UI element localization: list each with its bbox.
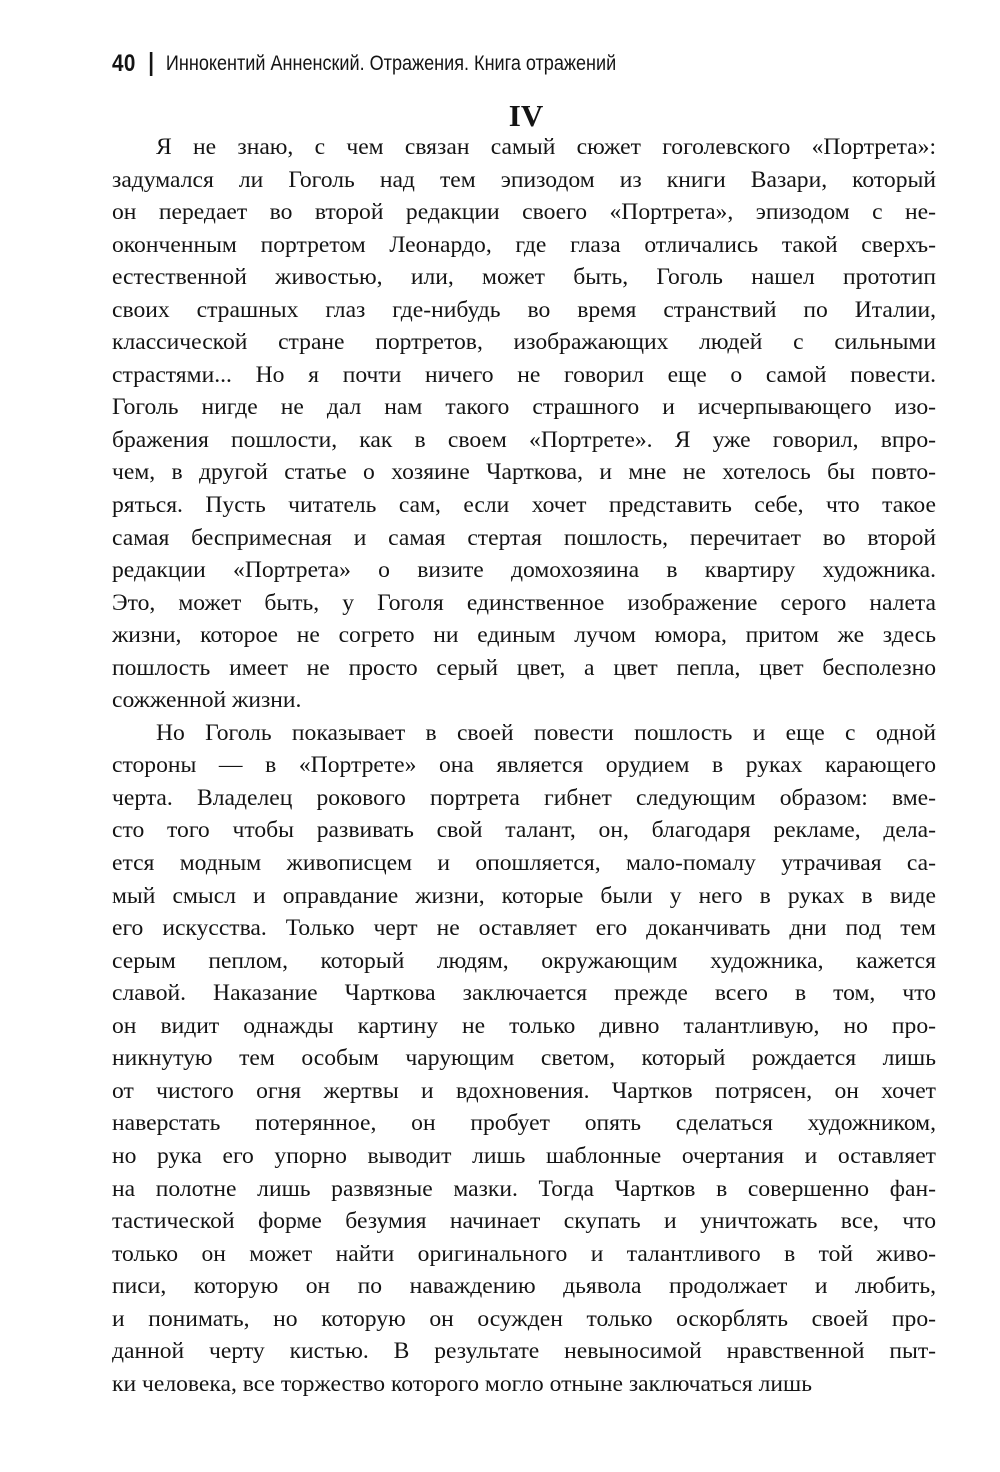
text-line: он передает во второй редакции своего «Портрета», эпизодом с не- [112, 199, 936, 226]
text-line: наверстать потерянное, он пробует опять сделаться художником, [112, 1110, 936, 1137]
chapter-heading: IV [508, 98, 544, 133]
text-line: классической стране портретов, изображающих людей с сильными [112, 329, 936, 356]
running-header [112, 48, 616, 80]
text-line: задумался ли Гоголь над тем эпизодом из книги Вазари, который [112, 166, 936, 193]
text-line: черта. Владелец рокового портрета гибнет следующим образом: вме- [112, 784, 936, 811]
text-line: и понимать, но которую он осужден только оскорблять своей про- [112, 1305, 936, 1332]
text-line: только он может найти оригинального и талантливого в той живо- [112, 1240, 936, 1267]
running-title: Иннокентий Анненский. Отражения. Книга отражений [165, 52, 617, 75]
text-line: своих страшных глаз где-нибудь во время странствий по Италии, [112, 296, 936, 323]
text-line: славой. Наказание Чарткова заключается прежде всего в том, что [112, 980, 936, 1007]
text-line: сто того чтобы развивать свой талант, он, благодаря рекламе, дела- [112, 817, 936, 844]
text-line: данной черту кистью. В результате невыносимой нравственной пыт- [112, 1338, 936, 1365]
text-line: жизни, которое не согрето ни единым лучом юмора, притом же здесь [112, 622, 936, 649]
text-line: Гоголь нигде не дал нам такого страшного и исчерпывающего изо- [112, 394, 936, 421]
text-line: Но Гоголь показывает в своей повести пошлость и еще с одной [156, 719, 936, 746]
body-text [112, 131, 936, 1400]
text-line: от чистого огня жертвы и вдохновения. Чартков потрясен, он хочет [112, 1077, 936, 1104]
text-line: но рука его упорно выводит лишь шаблонные очертания и оставляет [112, 1142, 936, 1169]
text-line: страстями... Но я почти ничего не говорил еще о самой повести. [112, 361, 936, 388]
text-line: пошлость имеет не просто серый цвет, а цвет пепла, цвет бесполезно [112, 654, 936, 681]
text-line: он видит однажды картину не только дивно талантливую, но про- [112, 1012, 936, 1039]
text-line: тастической форме безумия начинает скупать и уничтожать все, что [112, 1208, 936, 1235]
text-line: оконченным портретом Леонардо, где глаза отличались такой сверхъ- [112, 231, 936, 258]
text-line: естественной живостью, или, может быть, Гоголь нашел прототип [112, 264, 936, 291]
paragraph [112, 717, 936, 1400]
text-line: чем, в другой статье о хозяине Чарткова, и мне не хотелось бы повто- [112, 459, 936, 486]
text-line: ряться. Пусть читатель сам, если хочет представить себе, что такое [112, 492, 936, 519]
text-line: самая беспримесная и самая стертая пошлость, перечитает во второй [112, 524, 936, 551]
page-number: 40 [112, 50, 136, 77]
text-line: Я не знаю, с чем связан самый сюжет гоголевского «Портрета»: [156, 134, 936, 160]
text-line: на полотне лишь развязные мазки. Тогда Чартков в совершенно фан- [112, 1175, 936, 1202]
text-line: стороны — в «Портрете» она является орудием в руках карающего [112, 752, 936, 779]
text-line: его искусства. Только черт не оставляет его доканчивать дни под тем [112, 915, 936, 942]
paragraph [112, 131, 936, 717]
text-line: писи, которую он по наваждению дьявола продолжает и любить, [112, 1273, 936, 1300]
text-line: редакции «Портрета» о визите домохозяина в квартиру художника. [112, 557, 936, 584]
text-line: ки человека, все торжество которого могло отныне заключаться лишь [112, 1370, 812, 1397]
text-line: мый смысл и оправдание жизни, которые были у него в руках в виде [112, 882, 936, 909]
text-line: ется модным живописцем и опошляется, мало-помалу утрачивая са- [112, 850, 936, 877]
header-separator [150, 52, 153, 76]
text-line: серым пеплом, который людям, окружающим художника, кажется [112, 947, 936, 974]
text-line: никнутую тем особым чарующим светом, который рождается лишь [112, 1045, 936, 1072]
text-line: бражения пошлости, как в своем «Портрете». Я уже говорил, впро- [112, 426, 936, 453]
text-line: Это, может быть, у Гоголя единственное изображение серого налета [112, 589, 936, 616]
text-line: сожженной жизни. [112, 687, 302, 714]
